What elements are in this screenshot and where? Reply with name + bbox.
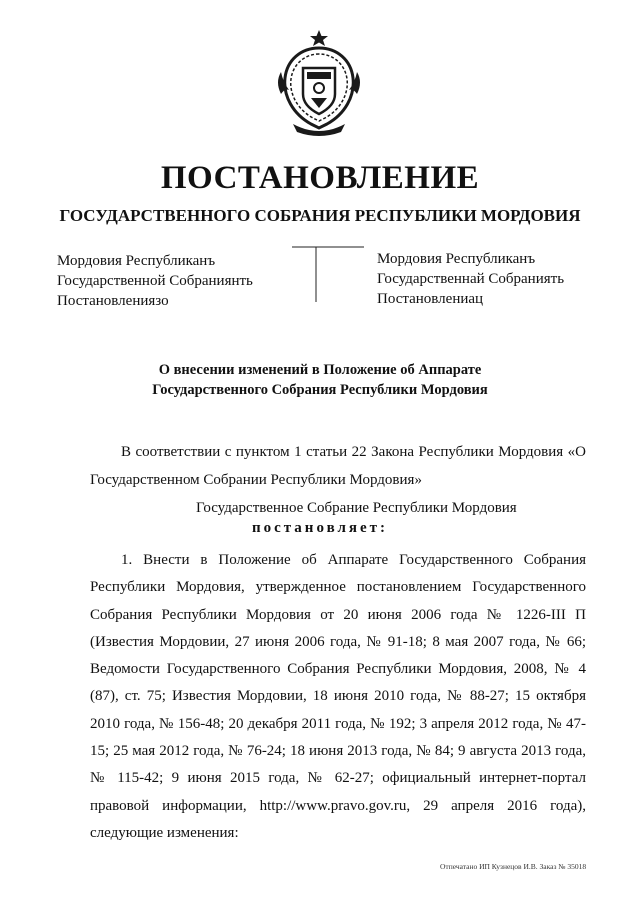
decree-word: постановляет: bbox=[251, 520, 389, 536]
header-left-line: Постановлениязо bbox=[57, 293, 169, 309]
header-left-block bbox=[57, 251, 253, 311]
print-footer: Отпечатано ИП Кузнецов И.В. Заказ № 35018 bbox=[440, 862, 587, 871]
heading-line: О внесении изменений в Положение об Аппарате bbox=[158, 362, 482, 378]
header-right-block bbox=[377, 249, 564, 309]
document-heading bbox=[0, 360, 640, 400]
header-right-line: Мордовия Республиканъ bbox=[377, 251, 536, 267]
document-subtitle: ГОСУДАРСТВЕННОГО СОБРАНИЯ РЕСПУБЛИКИ МОРДОВИЯ bbox=[59, 206, 581, 225]
paragraph-basis: В соответствии с пунктом 1 статьи 22 Закона Республики Мордовия «О Государственном Собрании Республики Мордовия» bbox=[90, 444, 586, 488]
header-right-line: Постановлениац bbox=[377, 291, 484, 307]
coat-of-arms-icon bbox=[271, 28, 367, 136]
paragraph-body: Государственное Собрание Республики Мордовия bbox=[196, 500, 517, 516]
heading-line: Государственного Собрания Республики Мордовия bbox=[152, 382, 488, 398]
paragraph-item-1: 1. Внести в Положение об Аппарате Государственного Собрания Республики Мордовия, утвержденное постановлением Государственного Собрания Республики Мордовия от 20 июня 2006 года № 1226-III П (Известия Мордовии, 27 июня 2006 года, № 91-18; 8 мая 2007 года, № 66; Ведомости Государственного Собрания Республики Мордовия, 2008, № 4 (87), ст. 75; Известия Мордовии, 18 июня 2010 года, № 88-27; 15 октября 2010 года, № 156-48; 20 декабря 2011 года, № 192; 3 апреля 2012 года, № 47-15; 25 мая 2012 года, № 76-24; 18 июня 2013 года, № 84; 9 августа 2013 года, № 115-42; 9 июня 2015 года, № 62-27; официальный интернет-портал правовой информации, http://www.pravo.gov.ru, 29 апреля 2016 года), следующие изменения: bbox=[90, 552, 586, 841]
header-divider bbox=[292, 246, 364, 306]
document-title: ПОСТАНОВЛЕНИЕ bbox=[160, 160, 480, 196]
header-right-line: Государственнай Собраниять bbox=[377, 271, 565, 287]
header-left-line: Мордовия Республиканъ bbox=[57, 253, 216, 269]
header-left-line: Государственной Собраниянть bbox=[57, 273, 253, 289]
